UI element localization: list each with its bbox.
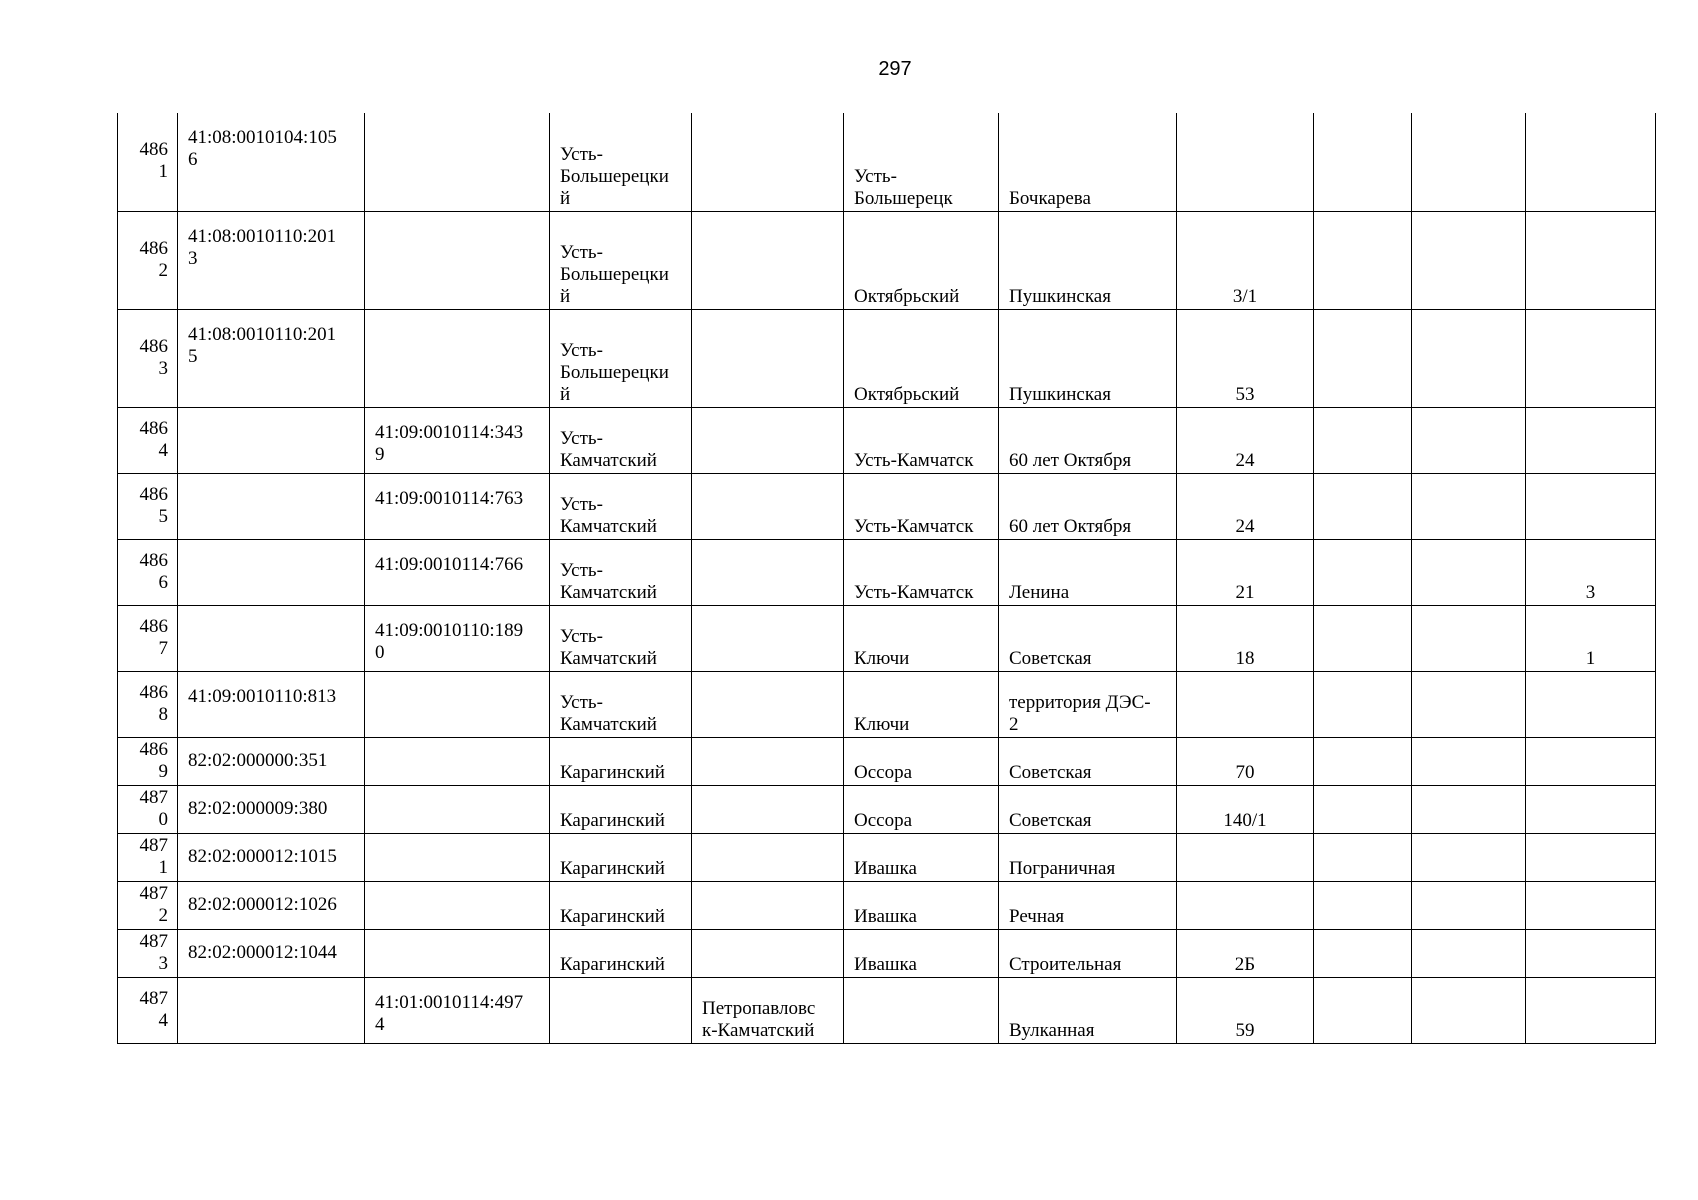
cell-street: Речная <box>999 881 1177 929</box>
cell-structure <box>1412 211 1526 309</box>
cell-district: Карагинский <box>550 881 692 929</box>
cell-district: Усть- Камчатский <box>550 539 692 605</box>
cell-row-number: 486 6 <box>118 539 178 605</box>
cell-house: 140/1 <box>1177 785 1314 833</box>
cell-district: Усть- Камчатский <box>550 671 692 737</box>
cell-cadastral-number-land: 82:02:000000:351 <box>178 737 365 785</box>
cell-settlement: Октябрьский <box>844 309 999 407</box>
cell-house <box>1177 671 1314 737</box>
cell-district <box>550 977 692 1043</box>
cell-row-number: 486 4 <box>118 407 178 473</box>
cell-apartment <box>1526 785 1656 833</box>
cell-apartment <box>1526 977 1656 1043</box>
cell-apartment <box>1526 929 1656 977</box>
cell-row-number: 487 3 <box>118 929 178 977</box>
cell-house: 18 <box>1177 605 1314 671</box>
cell-apartment <box>1526 833 1656 881</box>
cell-row-number: 487 0 <box>118 785 178 833</box>
cell-district: Усть- Большерецки й <box>550 113 692 211</box>
cell-street: Пушкинская <box>999 211 1177 309</box>
cell-street: Бочкарева <box>999 113 1177 211</box>
cell-city <box>692 113 844 211</box>
cell-row-number: 486 2 <box>118 211 178 309</box>
cell-cadastral-number-land <box>178 605 365 671</box>
cell-district: Усть- Большерецки й <box>550 309 692 407</box>
cell-structure <box>1412 671 1526 737</box>
cell-cadastral-number-building <box>365 211 550 309</box>
cell-street: 60 лет Октября <box>999 473 1177 539</box>
table-row <box>118 309 1656 407</box>
cell-district: Карагинский <box>550 737 692 785</box>
cell-cadastral-number-land: 41:09:0010110:813 <box>178 671 365 737</box>
cell-cadastral-number-land <box>178 977 365 1043</box>
cell-street: 60 лет Октября <box>999 407 1177 473</box>
cell-street: Строительная <box>999 929 1177 977</box>
cell-building <box>1314 977 1412 1043</box>
cell-city <box>692 737 844 785</box>
cell-street: Пограничная <box>999 833 1177 881</box>
cell-apartment <box>1526 881 1656 929</box>
cell-cadastral-number-building <box>365 929 550 977</box>
cell-cadastral-number-building: 41:09:0010110:189 0 <box>365 605 550 671</box>
table-row <box>118 605 1656 671</box>
cell-district: Усть- Большерецки й <box>550 211 692 309</box>
cell-settlement: Ивашка <box>844 833 999 881</box>
cell-building <box>1314 539 1412 605</box>
cell-district: Карагинский <box>550 929 692 977</box>
cell-district: Карагинский <box>550 833 692 881</box>
cell-street: территория ДЭС- 2 <box>999 671 1177 737</box>
cell-cadastral-number-land: 41:08:0010110:201 3 <box>178 211 365 309</box>
cell-apartment <box>1526 737 1656 785</box>
cell-settlement: Ивашка <box>844 881 999 929</box>
cell-structure <box>1412 977 1526 1043</box>
cell-cadastral-number-land: 82:02:000012:1015 <box>178 833 365 881</box>
cell-cadastral-number-building: 41:09:0010114:343 9 <box>365 407 550 473</box>
cell-apartment <box>1526 473 1656 539</box>
cell-street: Ленина <box>999 539 1177 605</box>
cell-cadastral-number-land: 41:08:0010110:201 5 <box>178 309 365 407</box>
cell-cadastral-number-land: 82:02:000009:380 <box>178 785 365 833</box>
cell-row-number: 486 7 <box>118 605 178 671</box>
cell-settlement: Усть-Камчатск <box>844 473 999 539</box>
cell-settlement: Оссора <box>844 737 999 785</box>
cell-building <box>1314 671 1412 737</box>
cell-city <box>692 671 844 737</box>
cell-cadastral-number-building <box>365 833 550 881</box>
cell-cadastral-number-land <box>178 407 365 473</box>
cell-settlement: Ивашка <box>844 929 999 977</box>
cell-settlement: Оссора <box>844 785 999 833</box>
cell-structure <box>1412 881 1526 929</box>
cell-building <box>1314 309 1412 407</box>
cell-settlement: Усть-Камчатск <box>844 407 999 473</box>
cell-building <box>1314 473 1412 539</box>
cell-row-number: 486 9 <box>118 737 178 785</box>
cell-structure <box>1412 473 1526 539</box>
table-row <box>118 671 1656 737</box>
cell-apartment <box>1526 309 1656 407</box>
table-row <box>118 407 1656 473</box>
cell-house: 2Б <box>1177 929 1314 977</box>
cell-city <box>692 407 844 473</box>
cell-settlement: Ключи <box>844 671 999 737</box>
cell-house: 3/1 <box>1177 211 1314 309</box>
cell-row-number: 486 8 <box>118 671 178 737</box>
cell-cadastral-number-building: 41:01:0010114:497 4 <box>365 977 550 1043</box>
cell-apartment: 3 <box>1526 539 1656 605</box>
cell-structure <box>1412 785 1526 833</box>
cell-house <box>1177 833 1314 881</box>
cell-cadastral-number-land: 82:02:000012:1044 <box>178 929 365 977</box>
table-row <box>118 211 1656 309</box>
cell-cadastral-number-building <box>365 737 550 785</box>
table-row <box>118 833 1656 881</box>
cell-house: 70 <box>1177 737 1314 785</box>
cell-row-number: 487 1 <box>118 833 178 881</box>
cell-structure <box>1412 407 1526 473</box>
cell-building <box>1314 407 1412 473</box>
cell-structure <box>1412 539 1526 605</box>
cell-apartment <box>1526 407 1656 473</box>
cell-structure <box>1412 737 1526 785</box>
table-row <box>118 977 1656 1043</box>
register-table <box>117 113 1656 1044</box>
cell-structure <box>1412 113 1526 211</box>
cell-district: Карагинский <box>550 785 692 833</box>
cell-district: Усть- Камчатский <box>550 407 692 473</box>
cell-house: 21 <box>1177 539 1314 605</box>
cell-cadastral-number-building <box>365 113 550 211</box>
cell-cadastral-number-building: 41:09:0010114:763 <box>365 473 550 539</box>
cell-cadastral-number-land: 82:02:000012:1026 <box>178 881 365 929</box>
table-row <box>118 881 1656 929</box>
cell-structure <box>1412 605 1526 671</box>
cell-row-number: 487 4 <box>118 977 178 1043</box>
cell-apartment <box>1526 671 1656 737</box>
cell-settlement: Усть-Камчатск <box>844 539 999 605</box>
cell-city <box>692 929 844 977</box>
cell-building <box>1314 605 1412 671</box>
cell-building <box>1314 833 1412 881</box>
cell-street: Советская <box>999 785 1177 833</box>
cell-structure <box>1412 833 1526 881</box>
cell-city <box>692 539 844 605</box>
cell-city <box>692 473 844 539</box>
cell-city <box>692 211 844 309</box>
cell-apartment: 1 <box>1526 605 1656 671</box>
cell-cadastral-number-building <box>365 671 550 737</box>
cell-settlement: Ключи <box>844 605 999 671</box>
table-row <box>118 785 1656 833</box>
cell-building <box>1314 785 1412 833</box>
cell-city: Петропавловс к-Камчатский <box>692 977 844 1043</box>
cell-city <box>692 309 844 407</box>
cell-building <box>1314 211 1412 309</box>
cell-street: Советская <box>999 737 1177 785</box>
cell-settlement: Октябрьский <box>844 211 999 309</box>
cell-city <box>692 833 844 881</box>
cell-structure <box>1412 309 1526 407</box>
cell-district: Усть- Камчатский <box>550 473 692 539</box>
cell-house <box>1177 113 1314 211</box>
cell-cadastral-number-land <box>178 473 365 539</box>
table-row <box>118 929 1656 977</box>
cell-street: Пушкинская <box>999 309 1177 407</box>
table-row <box>118 737 1656 785</box>
cell-city <box>692 605 844 671</box>
cell-structure <box>1412 929 1526 977</box>
cell-house: 53 <box>1177 309 1314 407</box>
cell-house: 59 <box>1177 977 1314 1043</box>
cell-street: Вулканная <box>999 977 1177 1043</box>
cell-building <box>1314 929 1412 977</box>
cell-cadastral-number-land <box>178 539 365 605</box>
table-body <box>118 113 1656 1043</box>
cell-row-number: 486 1 <box>118 113 178 211</box>
cell-cadastral-number-building <box>365 785 550 833</box>
cell-building <box>1314 881 1412 929</box>
cell-cadastral-number-building <box>365 881 550 929</box>
cell-settlement <box>844 977 999 1043</box>
table-row <box>118 113 1656 211</box>
cell-settlement: Усть- Большерецк <box>844 113 999 211</box>
cell-city <box>692 881 844 929</box>
cell-building <box>1314 113 1412 211</box>
cell-house <box>1177 881 1314 929</box>
cell-cadastral-number-building <box>365 309 550 407</box>
cell-city <box>692 785 844 833</box>
cell-apartment <box>1526 211 1656 309</box>
table-row <box>118 473 1656 539</box>
cell-apartment <box>1526 113 1656 211</box>
cell-building <box>1314 737 1412 785</box>
cell-row-number: 486 3 <box>118 309 178 407</box>
cell-house: 24 <box>1177 473 1314 539</box>
cell-house: 24 <box>1177 407 1314 473</box>
cell-row-number: 486 5 <box>118 473 178 539</box>
cell-cadastral-number-building: 41:09:0010114:766 <box>365 539 550 605</box>
cell-district: Усть- Камчатский <box>550 605 692 671</box>
cell-street: Советская <box>999 605 1177 671</box>
page-number: 297 <box>878 58 912 80</box>
cell-row-number: 487 2 <box>118 881 178 929</box>
cell-cadastral-number-land: 41:08:0010104:105 6 <box>178 113 365 211</box>
table-row <box>118 539 1656 605</box>
